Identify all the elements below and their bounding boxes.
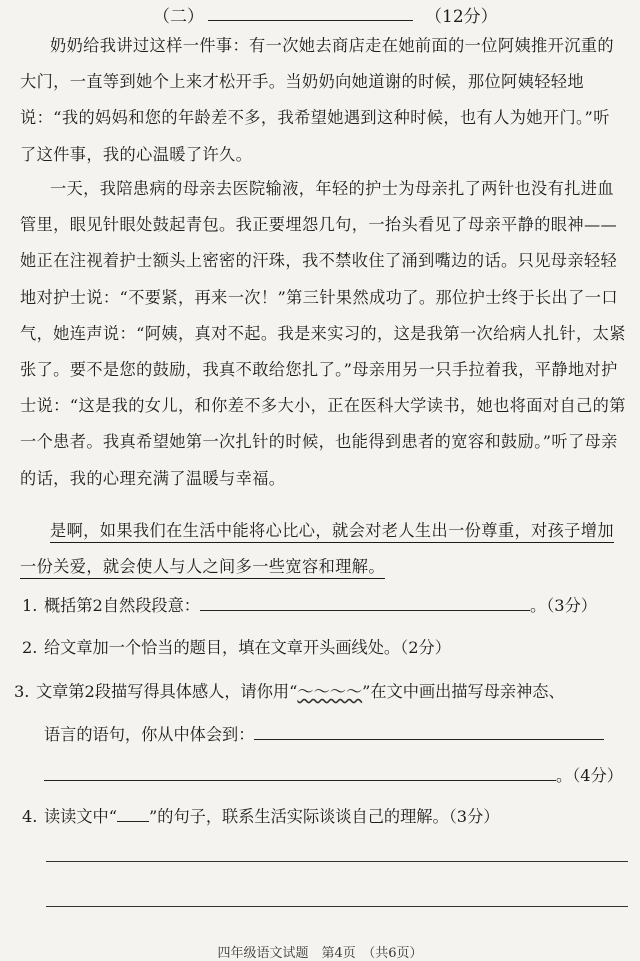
question-3-line-3 [44,762,623,786]
question-4-number: 4. [22,807,38,826]
question-2-text: 给文章加一个恰当的题目，填在文章开头画线处。（2分） [44,638,451,657]
question-4-text-before: 读读文中“ [44,807,118,826]
paragraph-3-text: 是啊，如果我们在生活中能将心比心，就会对老人生出一份尊重，对孩子增加一份关爱，就会使人与人之间多一些宽容和理解。 [20,521,614,577]
question-1-number: 1. [22,596,38,615]
question-3-line-2 [44,721,604,745]
paragraph-2-text: 一天，我陪患病的母亲去医院输液，年轻的护士为母亲扎了两针也没有扎进血管里，眼见针眼处鼓起青包。我正要埋怨几句，一抬头看见了母亲平静的眼神——她正在注视着护士额头上密密的汗珠，我不禁收住了涌到嘴边的话。只见母亲轻轻地对护士说：“不要紧，再来一次！”第三针果然成功了。那位护士终于长出了一口气，她连声说：“阿姨，真对不起。我是来实习的，这是我第一次给病人扎针，太紧张了。要不是您的鼓励，我真不敢给您扎了。”母亲用另一只手拉着我，平静地对护士说：“这是我的女儿，和你差不多大小，正在医科大学读书，她也将面对自己的第一个患者。我真希望她第一次扎针的时候，也能得到患者的宽容和鼓励。”听了母亲的话，我的心理充满了温暖与幸福。 [20,179,626,488]
question-4 [22,803,499,827]
paragraph-1-text: 奶奶给我讲过这样一件事：有一次她去商店走在她前面的一位阿姨推开沉重的大门，一直等到她个上来才松开手。当奶奶向她道谢的时候，那位阿姨轻轻地说：“我的妈妈和您的年龄差不多，我希望她遇到这种时候，也有人为她开门。”听了这件事，我的心温暖了许久。 [20,36,614,164]
question-3-text-after: ”在文中画出描写母亲神态、 [362,682,565,701]
question-1-answer-line[interactable] [200,596,530,611]
question-2-number: 2. [22,638,38,657]
question-3-text-before: 文章第2段描写得具体感人，请你用“ [36,682,298,701]
title-blank-line[interactable] [208,20,413,21]
question-4-inline-blank [117,807,149,822]
question-4-answer-line-1[interactable] [46,861,628,862]
section-header [0,2,640,28]
question-3-answer-line-2[interactable] [44,766,556,781]
question-2 [22,634,451,658]
passage-paragraph-3 [20,513,626,585]
question-3-score: 。（4分） [556,766,623,785]
question-3 [14,678,565,702]
question-4-text-after: ”的句子，联系生活实际谈谈自己的理解。（3分） [149,807,500,826]
question-3-number: 3. [14,682,30,701]
passage-paragraph-1 [20,28,626,173]
question-1-score: 。（3分） [530,596,597,615]
wavy-line-sample: ～～～～ [297,682,363,701]
section-score: （12分） [425,7,498,27]
page-footer: 四年级语文试题 第4页 （共6页） [217,946,423,961]
question-1 [22,592,597,616]
section-number: （二） [153,7,204,27]
question-3-answer-line-1[interactable] [254,725,604,740]
question-4-answer-line-2[interactable] [46,906,628,907]
passage-paragraph-2 [20,171,626,497]
question-1-text: 概括第2自然段段意： [44,596,200,615]
question-3-line-2-text: 语言的语句，你从中体会到： [44,725,255,744]
